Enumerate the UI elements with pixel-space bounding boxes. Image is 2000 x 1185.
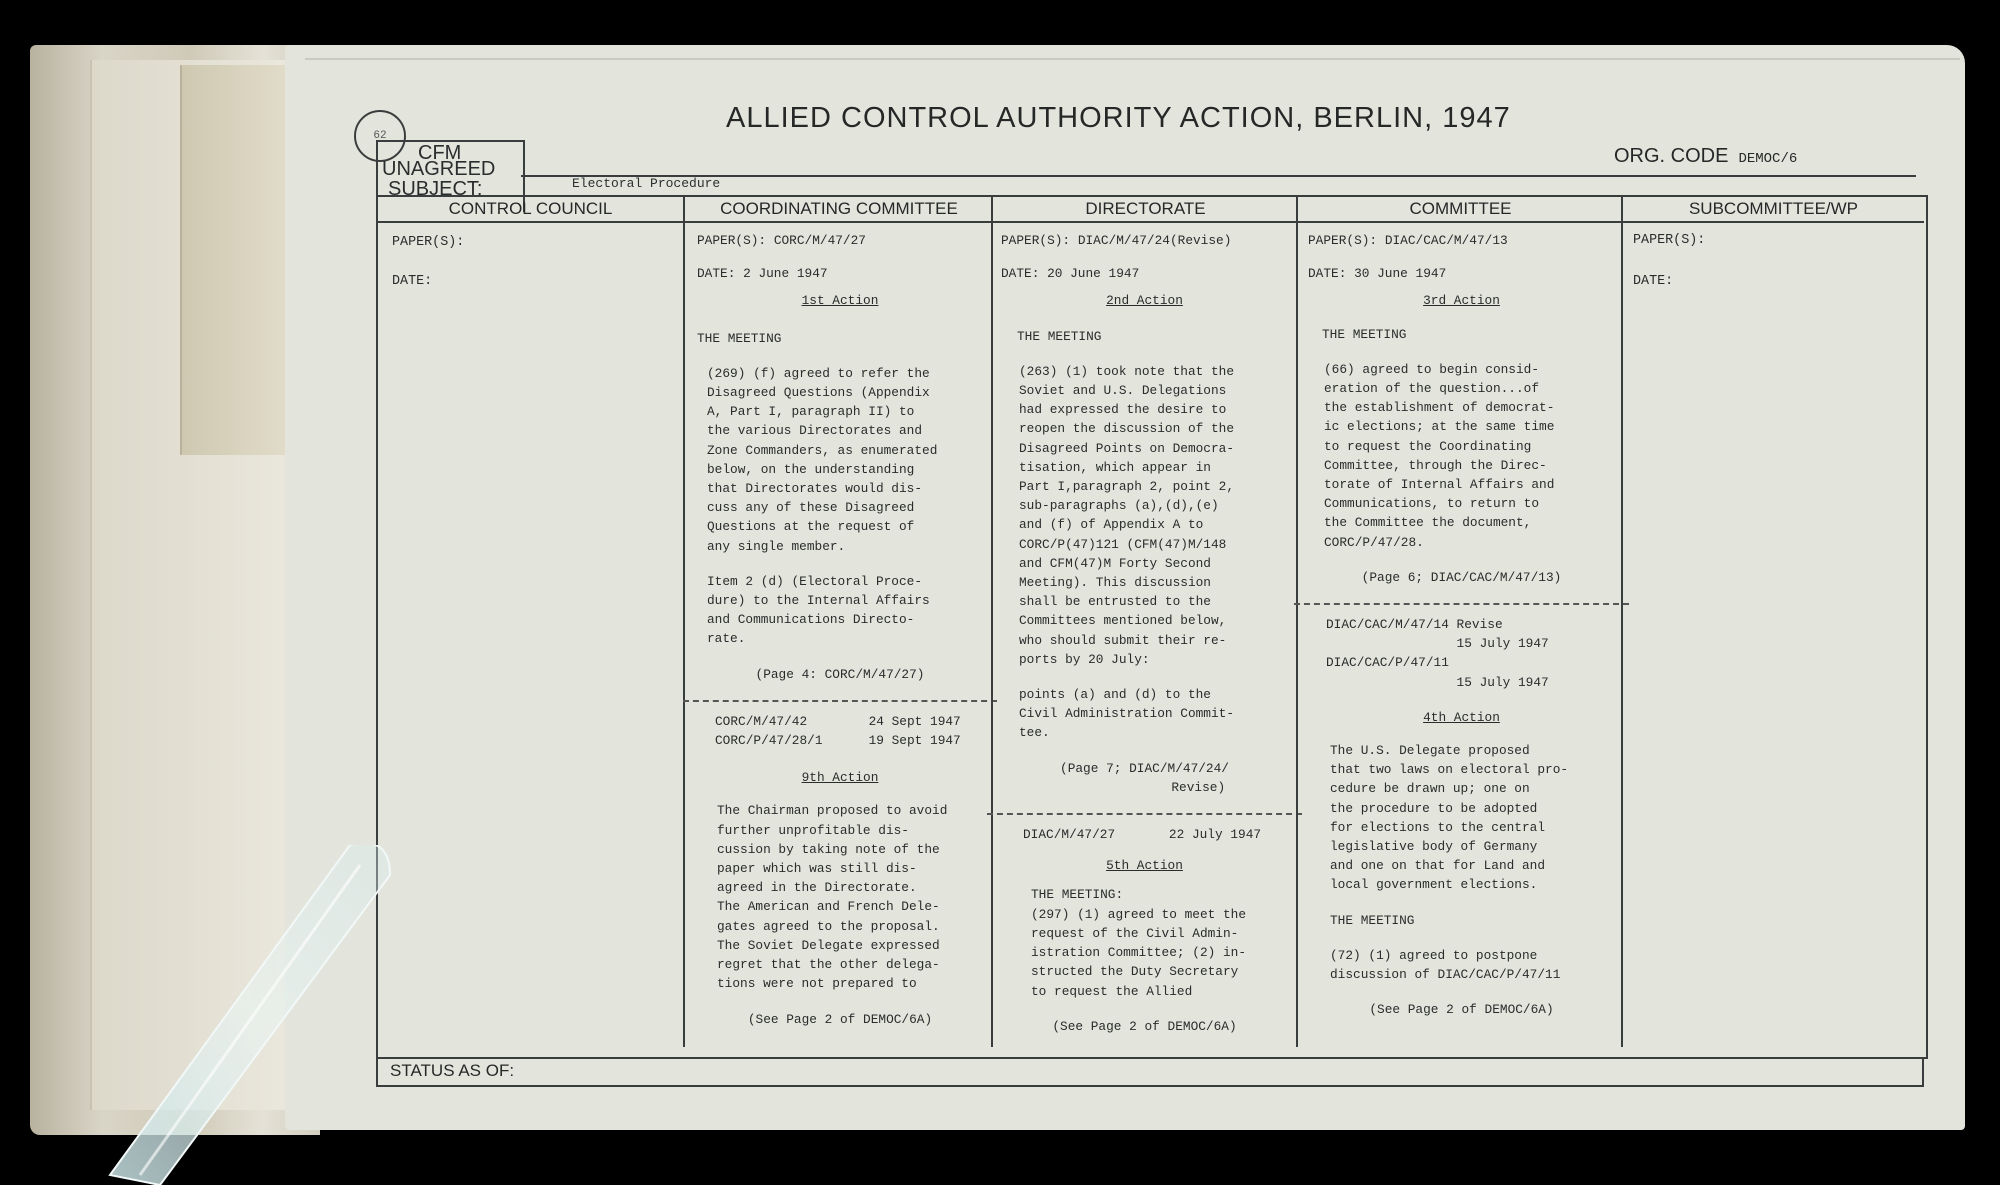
subject-label: SUBJECT: <box>388 178 483 200</box>
column-subcommittee <box>1621 197 1924 1047</box>
date-label: DATE: <box>392 274 433 290</box>
column-header: DIRECTORATE <box>993 197 1298 223</box>
papers-label: PAPER(S): <box>1633 233 1706 248</box>
date-label: DATE: <box>697 266 736 282</box>
page-stack-edge <box>30 45 320 1135</box>
page-reference: (Page 4: CORC/M/47/27) <box>755 666 925 682</box>
org-code-label: ORG. CODE <box>1614 145 1729 167</box>
action-heading: 5th Action <box>1106 858 1183 874</box>
reference-line: CORC/M/47/42 24 Sept 1947 <box>715 713 961 729</box>
meeting-label: THE MEETING: <box>1031 887 1124 903</box>
dashed-divider <box>1294 603 1629 605</box>
cfm-label: CFM <box>418 142 462 164</box>
see-page-reference: (See Page 2 of DEMOC/6A) <box>1369 1002 1554 1018</box>
reference-line: CORC/P/47/28/1 19 Sept 1947 <box>715 733 961 749</box>
papers-label: PAPER(S): <box>392 235 465 250</box>
meeting-label: THE MEETING <box>1330 912 1415 928</box>
date-value: 20 June 1947 <box>1047 266 1140 282</box>
column-committee <box>1296 197 1623 1047</box>
page-reference: (Page 7; DIAC/M/47/24/ Revise) <box>1060 760 1229 795</box>
org-code <box>1614 145 1797 168</box>
action-text: (263) (1) took note that the Soviet and U.S. Delegations had expressed the desire to reopen the discussion of the Disagreed Points on Democra- tisation, which appear in Part I,paragraph 2, point 2, sub-paragraphs (a),(d),(e) and (f) of Appendix A to CORC/P(47)121 (CFM(47)M/148 and CFM(47)M Forty Second Meeting). This discussion shall be entrusted to the Committees mentioned below, who should submit their re- ports by 20 July: <box>1019 363 1235 667</box>
action-heading: 1st Action <box>801 293 879 309</box>
column-coordinating <box>683 197 993 1047</box>
meeting-label: THE MEETING <box>1017 328 1102 344</box>
action-text: (66) agreed to begin consid- eration of the question...of the establishment of democrat- ic elections; at the same time to request the Coordinating Committee, through the Direc- torate of Internal Affairs and Communications, to return to the Committee the document, CORC/P/47/28. <box>1324 361 1555 550</box>
action-text: points (a) and (d) to the Civil Administration Commit- tee. <box>1019 687 1235 741</box>
action-heading: 4th Action <box>1423 709 1500 725</box>
org-code-value: DEMOC/6 <box>1738 151 1798 167</box>
action-heading: 3rd Action <box>1423 293 1500 309</box>
papers-label: PAPER(S): <box>1001 233 1071 248</box>
action-heading: 2nd Action <box>1106 293 1183 309</box>
column-control-council <box>378 197 683 1047</box>
action-form <box>373 102 1926 1080</box>
header-rule <box>521 175 1916 177</box>
action-heading: 9th Action <box>801 770 879 786</box>
papers-label: PAPER(S): <box>1308 233 1378 248</box>
see-page-reference: (See Page 2 of DEMOC/6A) <box>1052 1018 1237 1034</box>
reference-line: DIAC/CAC/P/47/11 <box>1326 655 1449 671</box>
reference-line: DIAC/CAC/M/47/14 Revise <box>1326 617 1503 633</box>
date-value: 30 June 1947 <box>1354 266 1447 282</box>
page-edge-line <box>305 48 1960 60</box>
date-label: DATE: <box>1001 266 1040 282</box>
dashed-divider <box>987 813 1302 815</box>
column-header: CONTROL COUNCIL <box>378 197 683 223</box>
papers-value: CORC/M/47/27 <box>773 233 866 248</box>
reference-line: 15 July 1947 <box>1326 636 1549 652</box>
action-text: (297) (1) agreed to meet the request of the Civil Admin- istration Committee; (2) in- structed the Duty Secretary to request the Allied <box>1031 906 1247 999</box>
status-row: STATUS AS OF: <box>376 1057 1924 1087</box>
papers-value: DIAC/M/47/24(Revise) <box>1077 233 1232 248</box>
action-grid <box>376 195 1928 1059</box>
document-title: ALLIED CONTROL AUTHORITY ACTION, BERLIN, 1947 <box>726 102 1511 134</box>
column-header: SUBCOMMITTEE/WP <box>1623 197 1924 223</box>
action-text: The U.S. Delegate proposed that two laws on electoral pro- cedure be drawn up; one on the procedure to be adopted for elections to the central legislative body of Germany and one on that for Land and local government elections. <box>1330 743 1569 893</box>
meeting-label: THE MEETING <box>1322 326 1407 342</box>
unagreed-label: UNAGREED <box>382 158 496 180</box>
papers-value: DIAC/CAC/M/47/13 <box>1384 233 1508 248</box>
reference-line: DIAC/M/47/27 22 July 1947 <box>1023 827 1262 843</box>
dashed-divider <box>683 700 997 702</box>
date-value: 2 June 1947 <box>743 266 828 282</box>
page-reference: (Page 6; DIAC/CAC/M/47/13) <box>1361 569 1562 585</box>
date-label: DATE: <box>1633 274 1674 290</box>
papers-label: PAPER(S): <box>697 233 767 248</box>
action-text: The Chairman proposed to avoid further unprofitable dis- cussion by taking note of the paper which was still dis- agreed in the Directorate. The American and French Dele- gates agreed to the proposal. The Soviet Delegate expressed regret that the other delega- tions were not prepared to <box>717 803 948 992</box>
column-header: COORDINATING COMMITTEE <box>685 197 993 223</box>
reference-line: 15 July 1947 <box>1326 674 1549 690</box>
meeting-label: THE MEETING <box>697 330 782 346</box>
action-text: (269) (f) agreed to refer the Disagreed Questions (Appendix A, Part I, paragraph II) to the various Directorates and Zone Commanders, as enumerated below, on the understanding that Directorates would dis- cuss any of these Disagreed Questions at the request of any single member. <box>707 365 938 554</box>
action-text: Item 2 (d) (Electoral Proce- dure) to the Internal Affairs and Communications Directo- rate. <box>707 573 930 647</box>
date-label: DATE: <box>1308 266 1347 282</box>
column-directorate <box>991 197 1298 1047</box>
column-header: COMMITTEE <box>1298 197 1623 223</box>
page-number-circle: 62 <box>354 110 406 162</box>
subject-value: Electoral Procedure <box>572 176 721 191</box>
see-page-reference: (See Page 2 of DEMOC/6A) <box>747 1011 933 1027</box>
action-text: (72) (1) agreed to postpone discussion of DIAC/CAC/P/47/11 <box>1330 947 1561 983</box>
